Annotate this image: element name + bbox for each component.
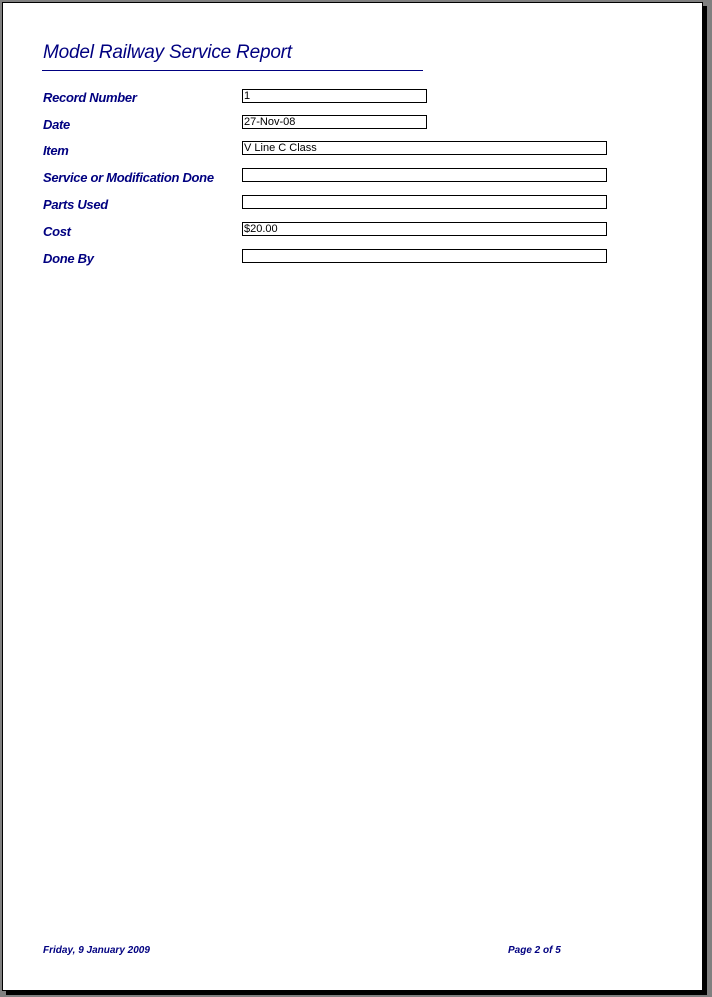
footer-page-number: Page 2 of 5 xyxy=(508,945,561,956)
record-number-label: Record Number xyxy=(43,90,137,105)
title-underline xyxy=(42,70,423,71)
date-field: 27-Nov-08 xyxy=(242,115,427,129)
cost-label: Cost xyxy=(43,224,71,239)
parts-used-field xyxy=(242,195,607,209)
service-label: Service or Modification Done xyxy=(43,170,214,185)
record-number-field: 1 xyxy=(242,89,427,103)
footer-date: Friday, 9 January 2009 xyxy=(43,945,150,956)
report-title: Model Railway Service Report xyxy=(43,42,292,63)
cost-field: $20.00 xyxy=(242,222,607,236)
item-label: Item xyxy=(43,143,69,158)
done-by-label: Done By xyxy=(43,251,94,266)
date-label: Date xyxy=(43,117,70,132)
parts-used-label: Parts Used xyxy=(43,197,108,212)
done-by-field xyxy=(242,249,607,263)
item-field: V Line C Class xyxy=(242,141,607,155)
service-field xyxy=(242,168,607,182)
report-page xyxy=(2,2,703,991)
